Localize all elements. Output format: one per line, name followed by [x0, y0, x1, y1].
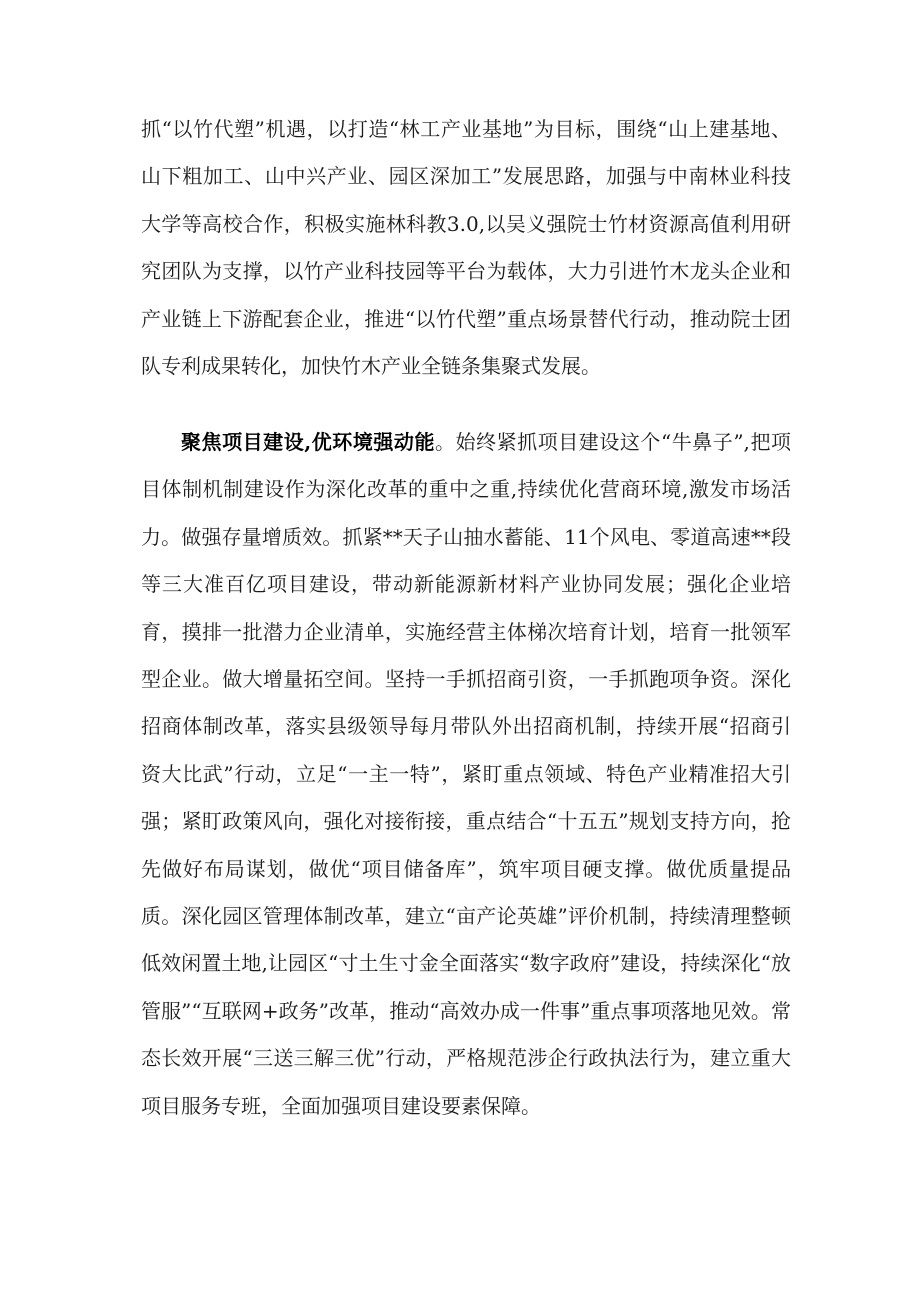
paragraph-2-text: 。始终紧抓项目建设这个“牛鼻子”,把项目体制机制建设作为深化改革的重中之重,持续优化营商环境,激发市场活力。做强存量增质效。抓紧**天子山抽水蓄能、11个风电、零道高速**段等三大准百亿项目建设，带动新能源新材料产业协同发展；强化企业培育，摸排一批潜力企业清单，实施经营主体梯次培育计划，培育一批领军型企业。做大增量拓空间。坚持一手抓招商引资，一手抓跑项争资。深化招商体制改革，落实县级领导每月带队外出招商机制，持续开展“招商引资大比武”行动，立足“一主一特”，紧盯重点领域、特色产业精准招大引强；紧盯政策风向，强化对接衔接，重点结合“十五五”规划支持方向，抢先做好布局谋划，做优“项目储备库”，筑牢项目硬支撑。做优质量提品质。深化园区管理体制改革，建立“亩产论英雄”评价机制，持续清理整顿低效闲置土地,让园区“寸土生寸金全面落实“数字政府”建设，持续深化“放管服”“互联网+政务”改革，推动“高效办成一件事”重点事项落地见效。常态长效开展“三送三解三优”行动，严格规范涉企行政执法行为，建立重大项目服务专班，全面加强项目建设要素保障。	[141, 430, 791, 1118]
paragraph-1	[141, 106, 791, 390]
paragraph-2-heading: 聚焦项目建设,优环境强动能	[181, 430, 435, 454]
paragraph-1-text: 抓“以竹代塑”机遇，以打造“林工产业基地”为目标，围绕“山上建基地、山下粗加工、山中兴产业、园区深加工”发展思路，加强与中南林业科技大学等高校合作，积极实施林科教3.0,以吴义强院士竹材资源高值利用研究团队为支撑，以竹产业科技园等平台为载体，大力引进竹木龙头企业和产业链上下游配套企业，推进“以竹代塑”重点场景替代行动，推动院士团队专利成果转化，加快竹木产业全链条集聚式发展。	[141, 117, 791, 379]
paragraph-2	[141, 419, 791, 1130]
